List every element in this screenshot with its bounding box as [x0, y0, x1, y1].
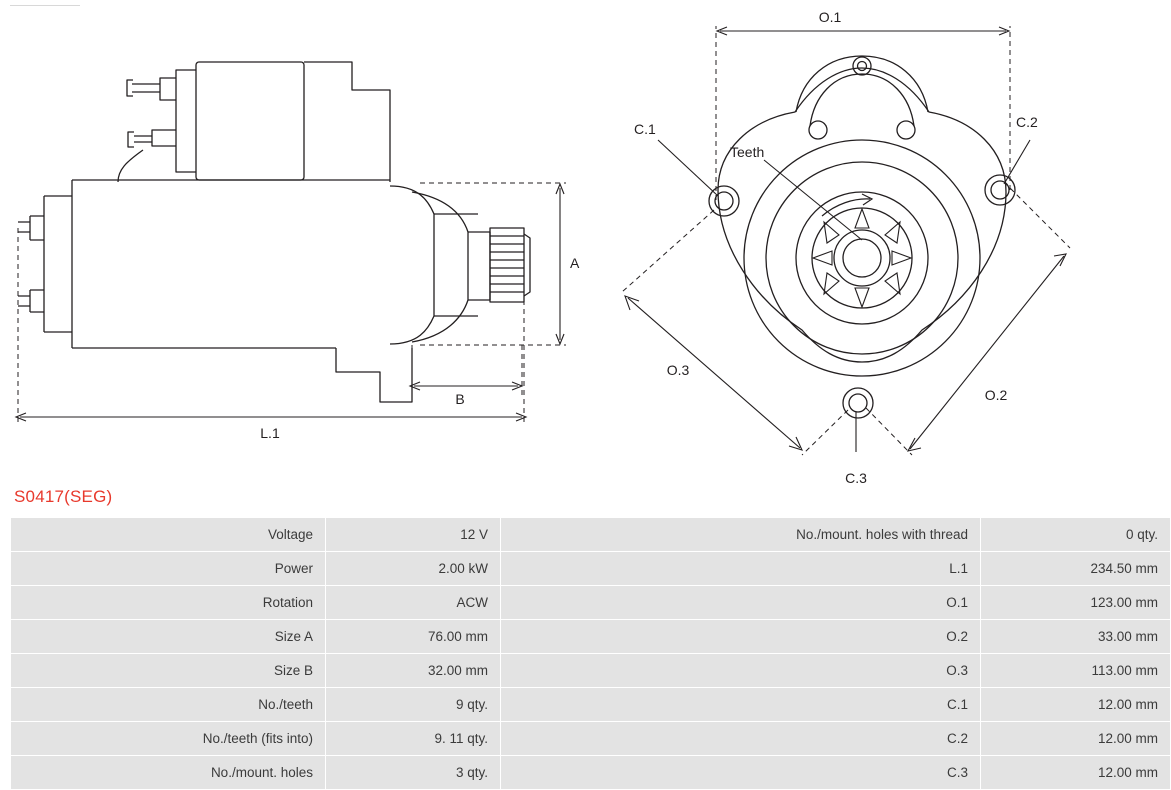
spec-value: ACW [326, 586, 501, 620]
spec-label: No./mount. holes [11, 756, 326, 790]
dimension-label-c2: C.2 [1016, 114, 1038, 130]
table-row [11, 722, 1171, 756]
table-row [11, 552, 1171, 586]
spec-label: No./teeth [11, 688, 326, 722]
spec-value: 12.00 mm [981, 722, 1171, 756]
table-row [11, 756, 1171, 790]
starter-front-view [600, 0, 1080, 486]
dimension-guides-l1 [18, 228, 524, 424]
table-row [11, 586, 1171, 620]
specifications-table [10, 517, 1158, 790]
spec-value: 2.00 kW [326, 552, 501, 586]
spec-label: O.2 [501, 620, 981, 654]
spec-value: 32.00 mm [326, 654, 501, 688]
dimension-guides-o1 [716, 26, 1010, 200]
dimension-guides-o3 [622, 210, 848, 455]
table-row [11, 654, 1171, 688]
spec-value: 113.00 mm [981, 654, 1171, 688]
spec-label: C.3 [501, 756, 981, 790]
spec-label: L.1 [501, 552, 981, 586]
teeth-leader [764, 160, 862, 240]
spec-label: Size B [11, 654, 326, 688]
dimension-label-l1: L.1 [260, 425, 280, 441]
rotation-arrow [822, 194, 872, 216]
spec-label: O.3 [501, 654, 981, 688]
starter-side-view [0, 0, 600, 470]
spec-label: C.1 [501, 688, 981, 722]
dimension-label-a: A [570, 255, 580, 271]
spec-label: Power [11, 552, 326, 586]
spec-value: 9 qty. [326, 688, 501, 722]
table-row [11, 620, 1171, 654]
table-row [11, 518, 1171, 552]
dimension-label-b: B [455, 391, 465, 407]
spec-value: 33.00 mm [981, 620, 1171, 654]
spec-label: Voltage [11, 518, 326, 552]
spec-value: 12 V [326, 518, 501, 552]
dimension-guides-o2 [866, 182, 1070, 455]
dimension-label-o1: O.1 [818, 9, 842, 25]
dimension-label-c3: C.3 [845, 470, 867, 486]
spec-label: C.2 [501, 722, 981, 756]
spec-value: 76.00 mm [326, 620, 501, 654]
spec-value: 123.00 mm [981, 586, 1171, 620]
spec-label: No./teeth (fits into) [11, 722, 326, 756]
spec-value: 12.00 mm [981, 688, 1171, 722]
spec-value: 12.00 mm [981, 756, 1171, 790]
page-title: S0417(SEG) [14, 487, 113, 506]
spec-label: Size A [11, 620, 326, 654]
teeth-label: Teeth [730, 144, 765, 160]
spec-label: No./mount. holes with thread [501, 518, 981, 552]
dimension-guides-b [412, 345, 522, 398]
dimension-label-o3: O.3 [666, 362, 690, 378]
spec-value: 0 qty. [981, 518, 1171, 552]
spec-value: 234.50 mm [981, 552, 1171, 586]
table-row [11, 688, 1171, 722]
pinion-teeth [813, 209, 911, 307]
dimension-label-o2: O.2 [984, 387, 1008, 403]
spec-label: Rotation [11, 586, 326, 620]
spec-value: 3 qty. [326, 756, 501, 790]
spec-label: O.1 [501, 586, 981, 620]
spec-value: 9. 11 qty. [326, 722, 501, 756]
dimension-label-c1: C.1 [634, 121, 656, 137]
dimension-guides-a [420, 183, 566, 345]
